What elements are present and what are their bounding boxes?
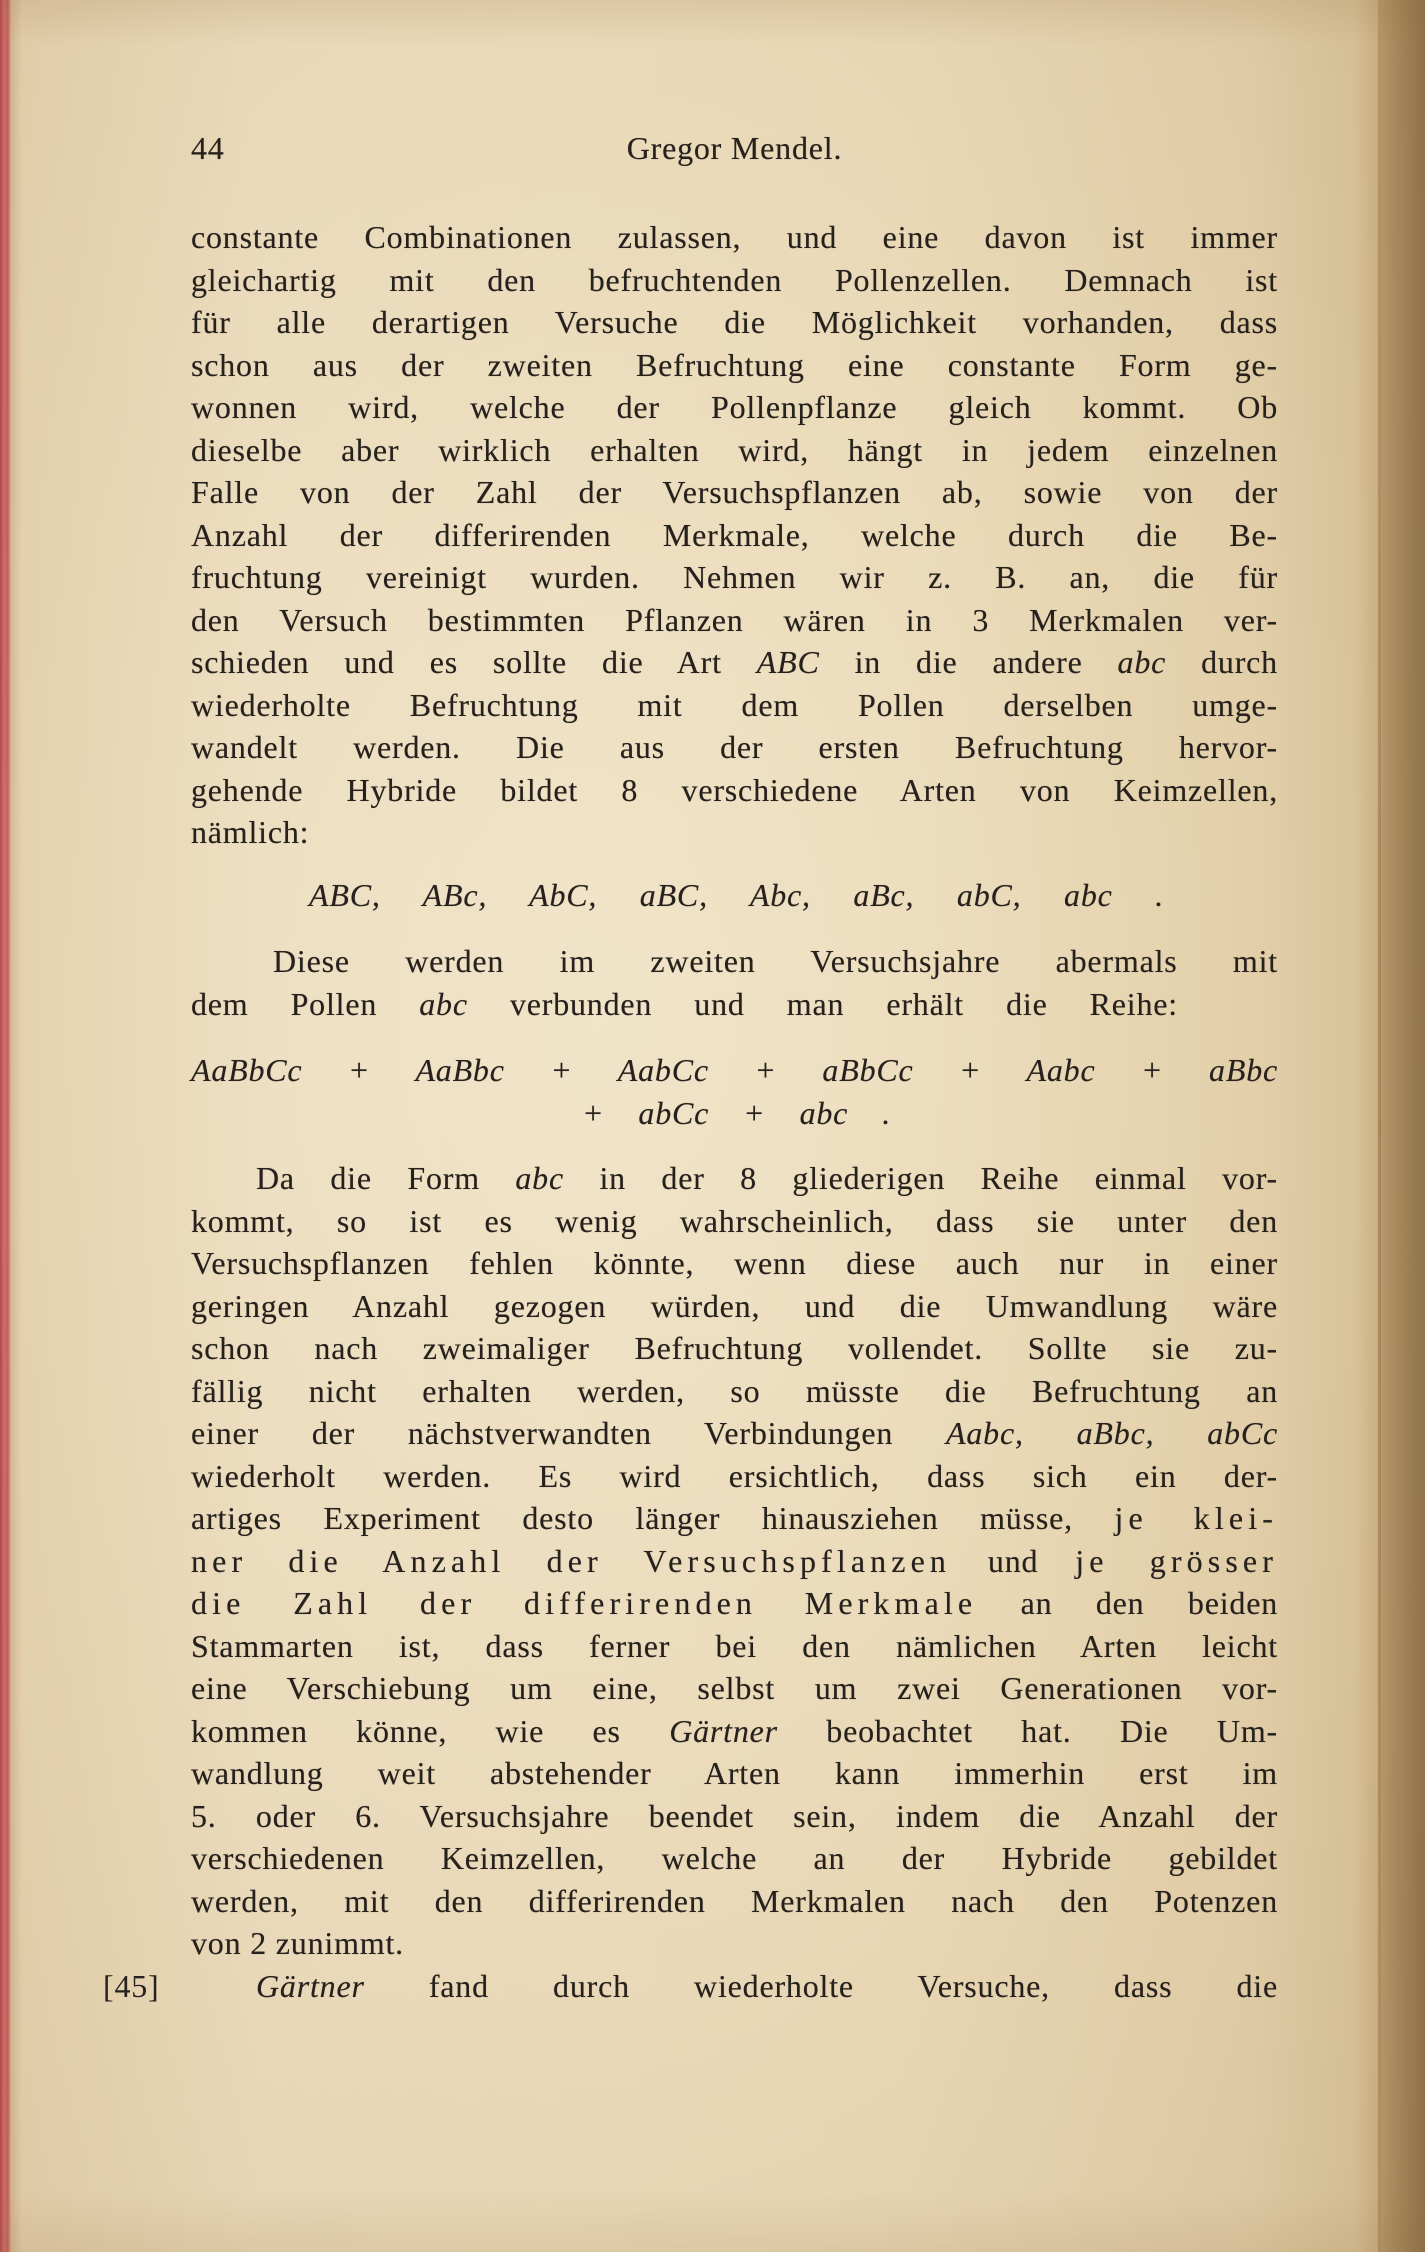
spaced-emphasis: die Zahl der differirenden Merkmale xyxy=(191,1585,978,1621)
formula xyxy=(191,1049,1278,1134)
text-line: Anzahl der differirenden Merkmale, welche durch die Be- xyxy=(191,516,1278,553)
text-segment: in der 8 gliederigen Reihe einmal vor- xyxy=(563,1160,1278,1196)
text-segment: dem Pollen xyxy=(191,985,420,1022)
formula-line: ABC, ABc, AbC, aBC, Abc, aBc, abC, abc . xyxy=(309,877,1164,913)
page-edge-shadow xyxy=(1381,0,1425,2252)
text-line: verschiedenen Keimzellen, welche an der Hybride gebildet xyxy=(191,1840,1278,1876)
text-line xyxy=(191,1497,1278,1540)
text-line: nämlich: xyxy=(191,814,310,850)
page-number: 44 xyxy=(191,130,225,166)
italic-term: abc xyxy=(1117,644,1167,680)
text-line: gleichartig mit den befruchtenden Pollenzellen. Demnach ist xyxy=(191,261,1278,298)
text-line: wandlung weit abstehender Arten kann immerhin erst im xyxy=(191,1755,1278,1791)
text-segment: an den beiden xyxy=(977,1585,1279,1621)
text-segment: fand durch wiederholte Versuche, dass die xyxy=(364,1968,1278,2004)
text-line: wiederholt werden. Es wird ersichtlich, dass sich ein der- xyxy=(191,1457,1278,1494)
text-line: dieselbe aber wirklich erhalten wird, hängt in jedem einzelnen xyxy=(191,431,1278,468)
text-line: werden, mit den differirenden Merkmalen nach den Potenzen xyxy=(191,1882,1278,1919)
text-line: Stammarten ist, dass ferner bei den nämlichen Arten leicht xyxy=(191,1627,1278,1664)
text-line xyxy=(191,1582,1278,1625)
italic-name: Gärtner xyxy=(256,1968,365,2004)
text-segment: Da die Form xyxy=(256,1160,516,1196)
paragraph xyxy=(191,1157,1278,1965)
paragraph xyxy=(191,940,1278,1025)
text-line: fällig nicht erhalten werden, so müsste die Befruchtung an xyxy=(191,1372,1278,1409)
text-line: Versuchspflanzen fehlen könnte, wenn diese auch nur in einer xyxy=(191,1245,1278,1281)
text-segment: artiges Experiment desto länger hinausziehen müsse, xyxy=(191,1500,1115,1536)
text-line xyxy=(191,1710,1278,1753)
text-line xyxy=(191,983,1178,1026)
text-line: wiederholte Befruchtung mit dem Pollen derselben umge- xyxy=(191,686,1278,723)
italic-term: ABC xyxy=(756,644,820,680)
text-line: Diese werden im zweiten Versuchsjahre abermals mit xyxy=(273,943,1278,979)
formula-line: + abCc + abc . xyxy=(582,1094,891,1131)
spaced-emphasis: ner die Anzahl der Versuchspflanzen xyxy=(191,1542,952,1579)
formula-line: AaBbCc + AaBbc + AabCc + aBbCc + Aabc + aBbc xyxy=(191,1052,1278,1088)
text-line: von 2 zunimmt. xyxy=(191,1925,404,1961)
text-segment: kommen könne, wie es xyxy=(191,1712,670,1749)
text-line: kommt, so ist es wenig wahrscheinlich, dass sie unter den xyxy=(191,1202,1278,1239)
text-line: 5. oder 6. Versuchsjahre beendet sein, indem die Anzahl der xyxy=(191,1797,1278,1834)
text-line: wonnen wird, welche der Pollenpflanze gleich kommt. Ob xyxy=(191,389,1278,425)
text-line: eine Verschiebung um eine, selbst um zwei Generationen vor- xyxy=(191,1670,1278,1706)
text-line: den Versuch bestimmten Pflanzen wären in 3 Merkmalen ver- xyxy=(191,601,1278,638)
margin-page-reference: [45] xyxy=(103,1968,160,2004)
text-line xyxy=(191,1157,1278,1200)
spaced-emphasis: je grösser xyxy=(1075,1542,1279,1579)
text-segment: schieden und es sollte die Art xyxy=(191,644,757,680)
text-line xyxy=(191,641,1278,684)
text-line: constante Combinationen zulassen, und eine davon ist immer xyxy=(191,219,1278,255)
paragraph xyxy=(191,1965,1278,2008)
text-segment: verbunden und man erhält die Reihe: xyxy=(467,985,1178,1022)
text-line xyxy=(191,1965,1278,2008)
spaced-emphasis: je klei- xyxy=(1114,1500,1278,1536)
text-line: schon aus der zweiten Befruchtung eine constante Form ge- xyxy=(191,346,1278,383)
text-line xyxy=(191,1412,1278,1455)
text-line: Falle von der Zahl der Versuchspflanzen ab, sowie von der xyxy=(191,474,1278,510)
italic-term: abc xyxy=(419,985,468,1022)
text-segment: einer der nächstverwandten Verbindungen xyxy=(191,1415,947,1451)
text-line xyxy=(191,1540,1278,1583)
text-line: fruchtung vereinigt wurden. Nehmen wir z. B. an, die für xyxy=(191,559,1278,595)
text-segment: durch xyxy=(1166,644,1278,680)
text-segment: und xyxy=(951,1542,1076,1579)
paragraph xyxy=(191,216,1278,854)
text-line: gehende Hybride bildet 8 verschiedene Arten von Keimzellen, xyxy=(191,771,1278,808)
italic-term: Aabc, aBbc, abCc xyxy=(946,1415,1278,1451)
italic-name: Gärtner xyxy=(669,1712,778,1749)
italic-term: abc xyxy=(515,1160,564,1196)
page-header xyxy=(191,127,1278,170)
text-line: wandelt werden. Die aus der ersten Befruchtung hervor- xyxy=(191,729,1278,765)
text-line: geringen Anzahl gezogen würden, und die Umwandlung wäre xyxy=(191,1287,1278,1324)
text-segment: beobachtet hat. Die Um- xyxy=(777,1712,1278,1749)
running-title: Gregor Mendel. xyxy=(626,130,843,166)
text-line: für alle derartigen Versuche die Möglichkeit vorhanden, dass xyxy=(191,304,1278,340)
text-line: schon nach zweimaliger Befruchtung vollendet. Sollte sie zu- xyxy=(191,1330,1278,1366)
formula xyxy=(309,874,1164,917)
text-segment: in die andere xyxy=(819,644,1118,680)
